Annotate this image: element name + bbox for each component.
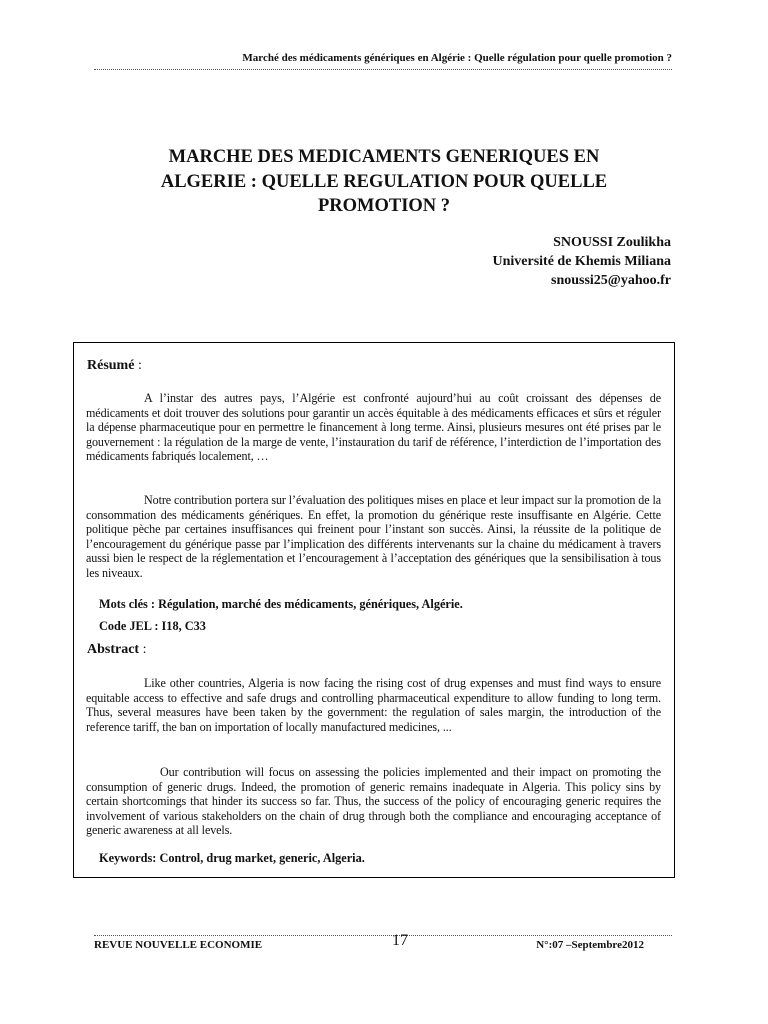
- author-email: snoussi25@yahoo.fr: [551, 273, 671, 288]
- issue-info: N°:07 –Septembre2012: [536, 939, 644, 951]
- header-divider: [94, 69, 672, 70]
- resume-heading: [87, 357, 142, 375]
- title-line: PROMOTION ?: [317, 196, 451, 216]
- abstract-paragraph-1-text: Like other countries, Algeria is now facing the rising cost of drug expenses and must find ways to ensure equitable access to effective and safe drugs and controlling pharmaceutical expenditure to allow funding to long term. Thus, several measures have been taken by the government: the regulation of sales margin, the introduction of the reference tariff, the ban on importation of locally manufactured medicines, ...: [86, 676, 661, 734]
- abstract-paragraph-1: [86, 676, 661, 734]
- resume-keywords: Mots clés : Régulation, marché des médicaments, génériques, Algérie.: [99, 597, 463, 611]
- resume-paragraph-2-text: Notre contribution portera sur l’évaluation des politiques mises en place et leur impact sur la promotion de la consommation des médicaments génériques. En effet, la promotion du générique reste insuffisante en Algérie. Cette politique pèche par certaines insuffisances qui freinent pour l’instant son succès. Ainsi, la réussite de la politique de l’encouragement du générique passe par l’implication des différents intervenants sur la chaine du médicament à travers aussi bien le respect de la réglementation et l’encouragement à l’acceptation des génériques que la sensibilisation à tous les niveaux.: [86, 493, 661, 580]
- abstract-paragraph-2-text: Our contribution will focus on assessing the policies implemented and their impact on promoting the consumption of generic drugs. Indeed, the promotion of generic remains inadequate in Algeria. This policy sins by certain shortcomings that hinder its success so far. Thus, the success of the policy of encouraging generic requires the involvement of various stakeholders on the chain of drug through both the compliance and encouraging acceptance of generic awareness at all levels.: [86, 765, 661, 838]
- resume-heading-colon: :: [134, 358, 142, 373]
- abstract-keywords: Keywords: Control, drug market, generic, Algeria.: [99, 851, 365, 865]
- abstract-box: [73, 342, 675, 878]
- abstract-paragraph-2: [86, 765, 661, 838]
- article-title: [120, 145, 648, 219]
- abstract-heading-colon: :: [139, 642, 147, 657]
- resume-heading-label: Résumé: [87, 358, 135, 373]
- abstract-heading: [87, 641, 147, 659]
- jel-codes: Code JEL : I18, C33: [99, 619, 206, 633]
- abstract-heading-label: Abstract: [87, 642, 140, 657]
- title-line: MARCHE DES MEDICAMENTS GENERIQUES EN: [168, 147, 600, 167]
- page-number: 17: [392, 932, 408, 949]
- resume-paragraph-2: [86, 493, 661, 581]
- title-line: ALGERIE : QUELLE REGULATION POUR QUELLE: [160, 171, 608, 192]
- author-name: SNOUSSI Zoulikha: [553, 235, 671, 250]
- journal-name: REVUE NOUVELLE ECONOMIE: [94, 939, 263, 951]
- resume-paragraph-1-text: A l’instar des autres pays, l’Algérie est confronté aujourd’hui au coût croissant des dépenses de médicaments et doit trouver des solutions pour garantir un accès équitable à des médicaments efficaces et sûrs et réguler la dépense pharmaceutique pour en permettre le financement à long terme. Ainsi, plusieurs mesures ont été prises par le gouvernement : la régulation de la marge de vente, l’instauration du tarif de référence, l’interdiction de l’importation des médicaments fabriqués localement, …: [86, 391, 661, 464]
- resume-paragraph-1: [86, 391, 661, 464]
- author-affiliation: Université de Khemis Miliana: [492, 254, 671, 269]
- running-header: Marché des médicaments génériques en Algérie : Quelle régulation pour quelle promotion ?: [242, 52, 672, 64]
- author-block: [360, 233, 671, 290]
